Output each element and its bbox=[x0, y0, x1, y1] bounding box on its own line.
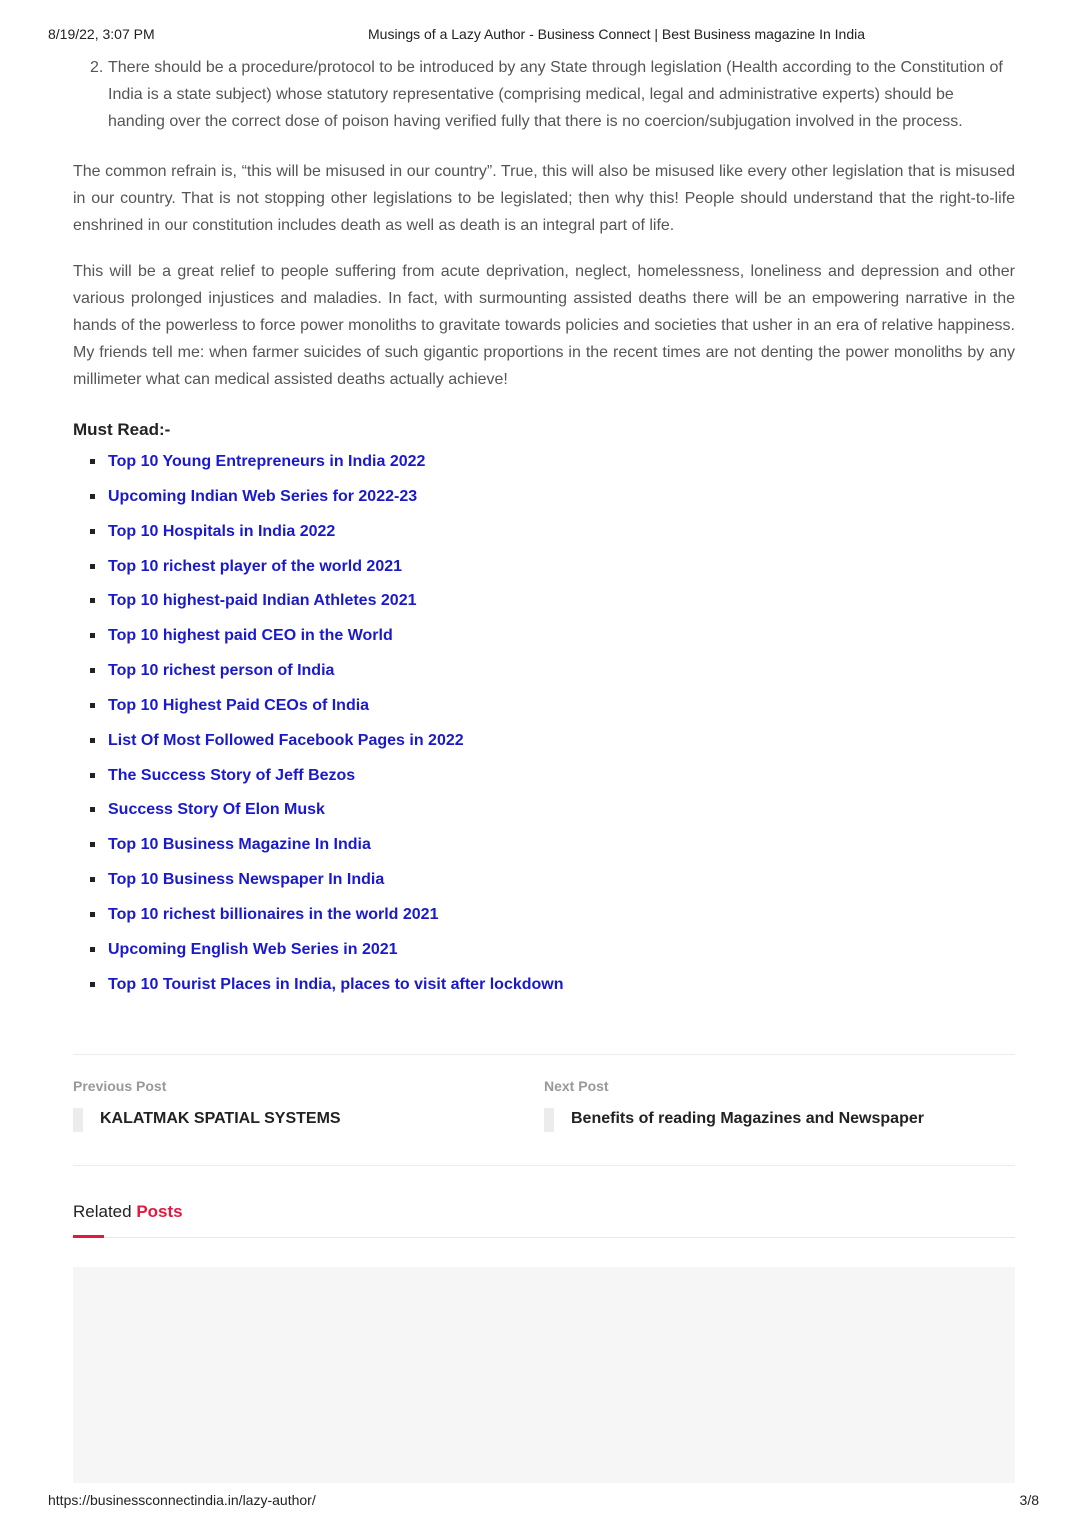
print-date: 8/19/22, 3:07 PM bbox=[48, 26, 155, 42]
must-read-link[interactable]: Upcoming English Web Series in 2021 bbox=[108, 940, 398, 958]
must-read-link[interactable]: The Success Story of Jeff Bezos bbox=[108, 766, 356, 784]
list-item-text: There should be a procedure/protocol to be introduced by any State through legislation (Health according to the Constitution of India is a state subject) whose statutory representative (comprising medical, legal and administrative experts) should be handing over the correct dose of poison having verified fully that there is no coercion/subjugation involved in the process. bbox=[108, 59, 1003, 130]
previous-post-label: Previous Post bbox=[73, 1078, 167, 1094]
bullet-icon bbox=[90, 773, 95, 778]
article-paragraph: The common refrain is, “this will be misused in our country”. True, this will also be misused like every other legislation that is misused in our country. That is not stopping other legislations to be legislated; then why this! People should understand that the right-to-life enshrined in our constitution includes death as well as death is an integral part of life. bbox=[73, 163, 1015, 234]
must-read-item bbox=[73, 591, 1015, 626]
must-read-item bbox=[73, 452, 1015, 487]
list-item-number: 2. bbox=[90, 59, 104, 76]
must-read-link[interactable]: Top 10 Business Magazine In India bbox=[108, 836, 371, 854]
print-url: https://businessconnectindia.in/lazy-author/ bbox=[48, 1492, 316, 1508]
must-read-item bbox=[73, 626, 1015, 661]
related-heading-prefix: Related bbox=[73, 1202, 137, 1221]
must-read-link[interactable]: Top 10 Tourist Places in India, places to visit after lockdown bbox=[108, 975, 564, 993]
must-read-link[interactable]: Top 10 highest-paid Indian Athletes 2021 bbox=[108, 592, 417, 610]
must-read-item bbox=[73, 835, 1015, 870]
related-posts-section bbox=[73, 1201, 1015, 1238]
must-read-item bbox=[73, 940, 1015, 975]
must-read-link[interactable]: Success Story Of Elon Musk bbox=[108, 801, 325, 819]
bullet-icon bbox=[90, 598, 95, 603]
bullet-icon bbox=[90, 633, 95, 638]
must-read-link[interactable]: List Of Most Followed Facebook Pages in 2022 bbox=[108, 731, 464, 749]
bullet-icon bbox=[90, 459, 95, 464]
next-post-marker bbox=[544, 1108, 554, 1132]
must-read-link[interactable]: Top 10 richest player of the world 2021 bbox=[108, 557, 403, 575]
must-read-link[interactable]: Top 10 Hospitals in India 2022 bbox=[108, 522, 336, 540]
article-paragraph: This will be a great relief to people suffering from acute deprivation, neglect, homelessness, loneliness and depression and other various prolonged injustices and maladies. In fact, with surmounting assisted deaths there will be an empowering narrative in the hands of the powerless to force power monoliths to gravitate towards policies and societies that usher in an era of relative happiness. My friends tell me: when farmer suicides of such gigantic proportions in the recent times are not denting the power monoliths by any millimeter what can medical assisted deaths actually achieve! bbox=[73, 263, 1015, 388]
must-read-heading: Must Read:- bbox=[73, 420, 171, 439]
must-read-item bbox=[73, 731, 1015, 766]
article-body bbox=[73, 54, 1015, 1010]
must-read-item bbox=[73, 870, 1015, 905]
related-posts-placeholder bbox=[73, 1267, 1015, 1483]
bullet-icon bbox=[90, 912, 95, 917]
bullet-icon bbox=[90, 877, 95, 882]
print-header bbox=[48, 26, 1039, 44]
must-read-item bbox=[73, 766, 1015, 801]
must-read-link[interactable]: Top 10 richest person of India bbox=[108, 662, 335, 680]
bullet-icon bbox=[90, 947, 95, 952]
bullet-icon bbox=[90, 668, 95, 673]
print-page-number: 3/8 bbox=[1019, 1492, 1039, 1508]
must-read-link[interactable]: Top 10 Young Entrepreneurs in India 2022 bbox=[108, 453, 426, 470]
must-read-item bbox=[73, 905, 1015, 940]
must-read-link[interactable]: Top 10 highest paid CEO in the World bbox=[108, 627, 393, 645]
must-read-list bbox=[73, 452, 1015, 1010]
must-read-item bbox=[73, 661, 1015, 696]
bullet-icon bbox=[90, 529, 95, 534]
bullet-icon bbox=[90, 738, 95, 743]
must-read-item bbox=[73, 800, 1015, 835]
bullet-icon bbox=[90, 982, 95, 987]
procedure-list-item bbox=[73, 54, 1015, 135]
print-page-title: Musings of a Lazy Author - Business Connect | Best Business magazine In India bbox=[368, 26, 866, 42]
post-navigation bbox=[73, 1054, 1015, 1166]
must-read-item bbox=[73, 975, 1015, 1010]
must-read-item bbox=[73, 522, 1015, 557]
previous-post-link[interactable]: KALATMAK SPATIAL SYSTEMS bbox=[100, 1110, 341, 1127]
procedure-list bbox=[73, 54, 1015, 135]
bullet-icon bbox=[90, 807, 95, 812]
bullet-icon bbox=[90, 703, 95, 708]
next-post-label: Next Post bbox=[544, 1078, 609, 1094]
bullet-icon bbox=[90, 494, 95, 499]
bullet-icon bbox=[90, 564, 95, 569]
related-heading-highlight: Posts bbox=[136, 1202, 183, 1221]
must-read-link[interactable]: Upcoming Indian Web Series for 2022-23 bbox=[108, 487, 418, 505]
must-read-link[interactable]: Top 10 Highest Paid CEOs of India bbox=[108, 696, 370, 714]
must-read-link[interactable]: Top 10 Business Newspaper In India bbox=[108, 871, 385, 889]
print-footer bbox=[48, 1492, 1039, 1510]
previous-post-marker bbox=[73, 1108, 83, 1132]
related-heading-underline bbox=[73, 1235, 104, 1238]
must-read-item bbox=[73, 487, 1015, 522]
must-read-item bbox=[73, 696, 1015, 731]
must-read-item bbox=[73, 557, 1015, 592]
must-read-link[interactable]: Top 10 richest billionaires in the world 2021 bbox=[108, 905, 439, 923]
related-posts-heading bbox=[73, 1201, 1015, 1223]
next-post-link[interactable]: Benefits of reading Magazines and Newspaper bbox=[571, 1110, 924, 1127]
bullet-icon bbox=[90, 842, 95, 847]
